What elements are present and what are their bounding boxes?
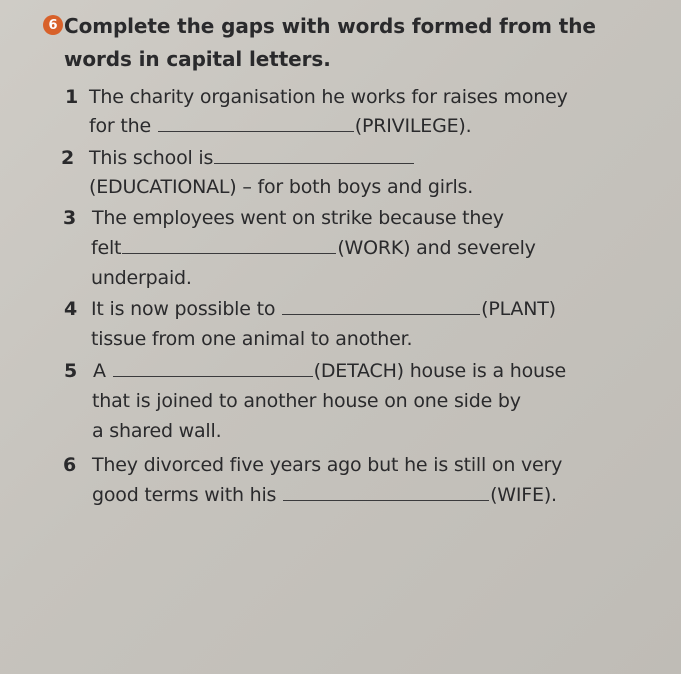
gap-6[interactable] xyxy=(283,484,489,501)
item-2-line-1: This school is xyxy=(89,147,415,169)
item-1-line-1: The charity organisation he works for raises money xyxy=(89,86,568,108)
gap-4[interactable] xyxy=(282,298,480,315)
item-3-line-2: felt (WORK) and severely xyxy=(91,237,536,259)
gap-5[interactable] xyxy=(113,360,313,377)
gap-1[interactable] xyxy=(158,115,354,132)
exercise-instruction xyxy=(64,10,596,76)
instruction-line-1: Complete the gaps with words formed from the xyxy=(64,14,596,38)
item-number-2: 2 xyxy=(61,147,75,169)
item-number-1: 1 xyxy=(65,86,79,108)
item-5-line-3: a shared wall. xyxy=(92,420,222,442)
item-1-line-2: for the (PRIVILEGE). xyxy=(89,115,472,137)
item-5-line-2: that is joined to another house on one side by xyxy=(92,390,521,412)
item-number-6: 6 xyxy=(63,454,77,476)
instruction-line-2: words in capital letters. xyxy=(64,47,331,71)
item-4-line-1: It is now possible to (PLANT) xyxy=(91,298,556,320)
item-3-line-3: underpaid. xyxy=(91,267,192,289)
item-6-line-2: good terms with his (WIFE). xyxy=(92,484,557,506)
item-3-line-1: The employees went on strike because they xyxy=(92,207,504,229)
item-6-line-1: They divorced five years ago but he is still on very xyxy=(92,454,563,476)
item-number-5: 5 xyxy=(64,360,78,382)
exercise-number-badge: 6 xyxy=(43,15,63,35)
item-2-line-2: (EDUCATIONAL) – for both boys and girls. xyxy=(89,176,474,198)
item-4-line-2: tissue from one animal to another. xyxy=(91,328,413,350)
gap-3[interactable] xyxy=(122,237,336,254)
gap-2[interactable] xyxy=(214,147,414,164)
item-5-line-1: A (DETACH) house is a house xyxy=(93,360,567,382)
item-number-3: 3 xyxy=(63,207,77,229)
item-number-4: 4 xyxy=(64,298,78,320)
